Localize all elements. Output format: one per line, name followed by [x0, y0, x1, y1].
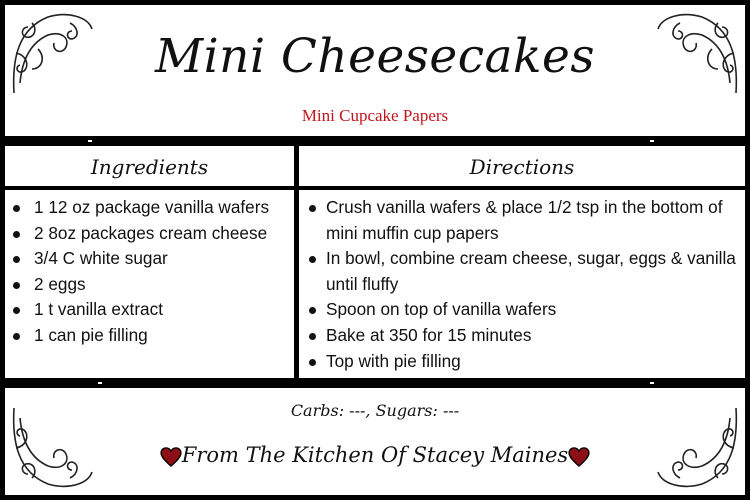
- list-item: 1 12 oz package vanilla wafers: [5, 195, 294, 221]
- nutrition-info: Carbs: ---, Sugars: ---: [290, 401, 460, 420]
- list-item: Bake at 350 for 15 minutes: [299, 323, 745, 349]
- ingredients-heading: Ingredients: [90, 155, 209, 179]
- ingredients-list: [5, 190, 294, 349]
- kitchen-credit: From The Kitchen Of Stacey Maines: [181, 443, 569, 467]
- list-item: Spoon on top of vanilla wafers: [299, 297, 745, 323]
- divider-tick: [650, 140, 654, 142]
- list-item: 1 t vanilla extract: [5, 297, 294, 323]
- list-item: 3/4 C white sugar: [5, 246, 294, 272]
- recipe-title: Mini Cheesecakes: [155, 29, 595, 84]
- divider-tick: [88, 140, 92, 142]
- footer-panel: [5, 388, 745, 495]
- recipe-table: [5, 146, 745, 378]
- list-item: 1 can pie filling: [5, 323, 294, 349]
- kitchen-credit-line: [5, 443, 745, 467]
- list-item: 2 eggs: [5, 272, 294, 298]
- ingredients-header-cell: [5, 146, 294, 186]
- ingredients-cell: [5, 190, 294, 378]
- list-item: Crush vanilla wafers & place 1/2 tsp in the bottom of mini muffin cup papers: [299, 195, 745, 246]
- directions-cell: [299, 190, 745, 378]
- directions-heading: Directions: [469, 155, 575, 179]
- title-panel: [5, 5, 745, 136]
- directions-list: [299, 190, 745, 374]
- recipe-subtitle: Mini Cupcake Papers: [301, 106, 449, 125]
- directions-header-cell: [299, 146, 745, 186]
- heart-icon: [568, 447, 590, 467]
- list-item: 2 8oz packages cream cheese: [5, 221, 294, 247]
- divider-tick: [98, 382, 102, 384]
- heart-icon: [160, 447, 182, 467]
- divider-tick: [650, 382, 654, 384]
- list-item: Top with pie filling: [299, 349, 745, 375]
- list-item: In bowl, combine cream cheese, sugar, eggs & vanilla until fluffy: [299, 246, 745, 297]
